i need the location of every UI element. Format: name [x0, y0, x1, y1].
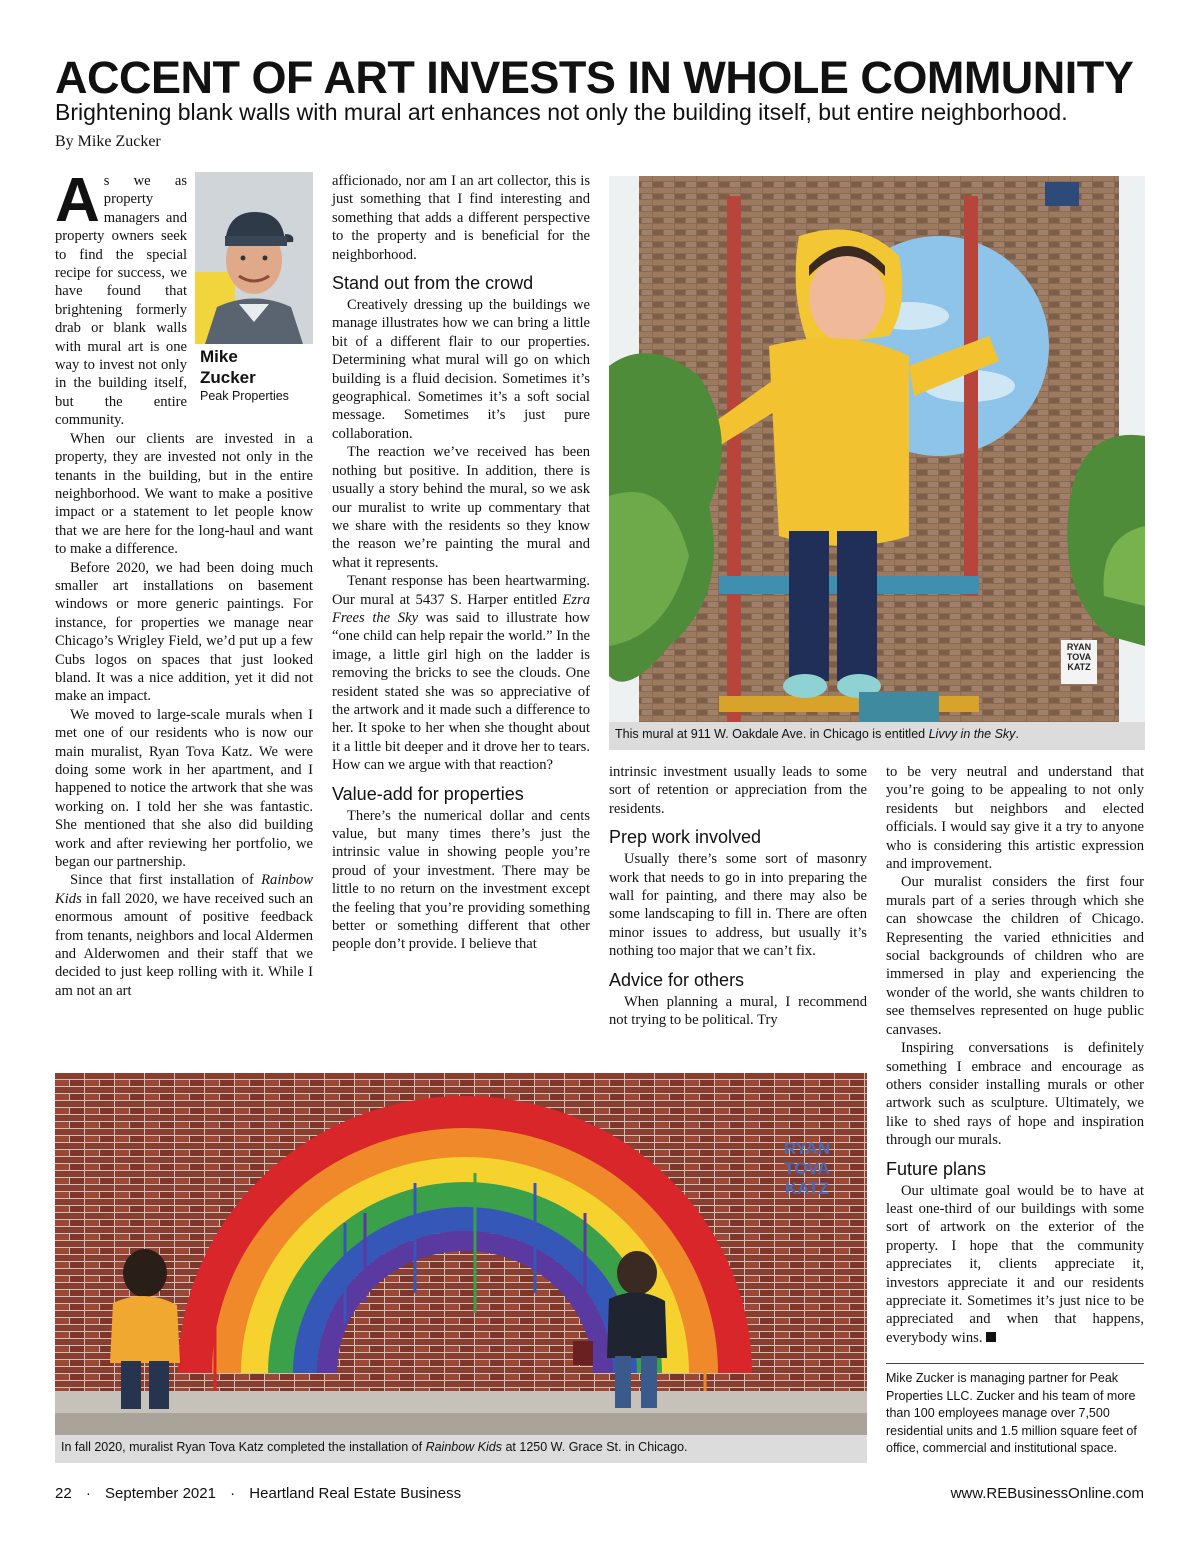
text: in fall 2020, we have received such an enormous amount of positive feedback from tenants, neighbors and local Aldermen and Alderwomen and their staff that we decided to just keep rolling with it. While I am not an art: [55, 890, 313, 999]
footer-separator: ·: [230, 1485, 236, 1502]
caption-text: This mural at 911 W. Oakdale Ave. in Chicago is entitled: [615, 727, 929, 741]
paragraph: Before 2020, we had been doing much smaller art installations on basement windows or more generic paintings. For instance, for properties we manage near Chicago’s Wrigley Field, we’d put up a few Cubs logos on spaces that just looked bland. It was a nice addition, yet it did not make an impact.: [55, 559, 313, 705]
text: was said to illustrate how “one child can help repair the world.” In the image, a little girl high on the ladder is removing the bricks to see the clouds. One resident stated she was so appreciative of the artwork and it made such a difference to her. It spoke to her when she thought about it a little bit deeper and it drove her to tears. How can we argue with that reaction?: [332, 609, 590, 774]
artwork-title: Rainbow Kids: [55, 872, 313, 907]
paragraph: Creatively dressing up the buildings we manage illustrates how we can bring a little bit of a different flair to our properties. Determining what mural will go on which building is a fluid decision. Sometimes it’s geographical. Sometimes it’s a soft social message. Sometimes it’s just pure collaboration.: [332, 297, 590, 442]
signature-line: KATZ: [1067, 662, 1091, 672]
publication-name: Heartland Real Estate Business: [249, 1485, 462, 1502]
artwork-title: Rainbow Kids: [425, 1440, 502, 1454]
mural-photo-rainbow: [55, 1073, 867, 1435]
paragraph: Inspiring conversations is definitely something I embrace and encourage as others consider installing murals or other artwork such as sculpture. Ultimately, we like to shed rays of hope and inspiration through our murals.: [886, 1040, 1144, 1149]
text: Tenant response has been heartwarming. Our mural at 5437 S. Harper entitled: [332, 573, 590, 608]
issue-date: September 2021: [105, 1485, 216, 1502]
author-photo: [195, 172, 313, 344]
author-bio: Mike Zucker is managing partner for Peak Properties LLC. Zucker and his team of more than 100 employees manage over 7,500 residential units and 1.5 million square feet of office, commercial and institutional space.: [886, 1371, 1137, 1456]
author-name: [195, 346, 313, 388]
photo-caption-livvy: [609, 722, 1145, 750]
photo-caption-rainbow: [55, 1435, 867, 1463]
section-heading: Advice for others: [609, 969, 745, 990]
article-title: ACCENT OF ART INVESTS IN WHOLE COMMUNITY: [55, 52, 1134, 103]
artwork-title: Ezra Frees the Sky: [332, 591, 590, 626]
author-last-name: Zucker: [200, 368, 256, 387]
caption-text: .: [1015, 727, 1019, 741]
column-3: [609, 763, 867, 1029]
drop-cap: A: [55, 166, 100, 235]
page-footer-left: [55, 1484, 461, 1504]
mural-signature: [777, 1139, 837, 1199]
paragraph: When planning a mural, I recommend not trying to be political. Try: [609, 993, 867, 1029]
column-4: [886, 763, 1144, 1347]
footer-separator: ·: [85, 1485, 91, 1502]
mural-photo-livvy: [609, 176, 1145, 722]
bio-divider: [886, 1363, 1144, 1364]
text: Since that first installation of: [70, 872, 262, 889]
signature-line: RYAN: [1066, 642, 1092, 652]
caption-text: at 1250 W. Grace St. in Chicago.: [502, 1440, 688, 1454]
section-heading: Stand out from the crowd: [332, 273, 534, 294]
section-heading: Prep work involved: [609, 827, 762, 848]
article-subtitle: Brightening blank walls with mural art enhances not only the building itself, but entire neighborhood.: [55, 99, 1068, 125]
end-mark-icon: [986, 1332, 996, 1342]
paragraph: intrinsic investment usually leads to some sort of retention or appreciation from the residents.: [609, 764, 867, 817]
column-1: [55, 166, 313, 1000]
author-company: Peak Properties: [200, 389, 289, 403]
paragraph: We moved to large-scale murals when I met one of our residents who is now our main muralist, Ryan Tova Katz. We were doing some work in her apartment, and I happened to notice the artwork that she was working on. I told her she was fantastic. She mentioned that she also did building work and after reviewing her portfolio, we began our partnership.: [55, 706, 313, 871]
paragraph: Our muralist considers the first four murals part of a series through which she can showcase the children of Chicago. Representing the varied ethnicities and social backgrounds of children who are immersed in play and experiencing the wonder of the world, she wants children to see themselves represented on huge public canvases.: [886, 874, 1144, 1038]
signature-line: TOVA: [1066, 652, 1092, 662]
signature-line: TOVA: [784, 1159, 830, 1178]
column-2: [332, 172, 590, 954]
signature-line: KATZ: [784, 1179, 830, 1198]
section-heading: Future plans: [886, 1158, 987, 1179]
paragraph: [332, 572, 590, 774]
mural-signature: [1061, 642, 1097, 672]
paragraph: [886, 1182, 1144, 1348]
paragraph: The reaction we’ve received has been nothing but positive. In addition, there is usually a story behind the mural, so we ask our muralist to write up commentary that we share with the residents so they know the reason we’re painting the mural and what it represents.: [332, 444, 590, 571]
website-link[interactable]: www.REBusinessOnline.com: [950, 1485, 1144, 1502]
section-heading: Value-add for properties: [332, 783, 524, 804]
caption-text: In fall 2020, muralist Ryan Tova Katz completed the installation of: [61, 1440, 426, 1454]
paragraph-text: s we as property managers and property owners seek to find the special recipe for success, we have found that brightening formerly drab or blank walls with mural art is one way to invest not only in the building itself, but the entire community.: [55, 173, 187, 429]
paragraph: afficionado, nor am I an art collector, this is just something that I find interesting and something that adds a different perspective to the property and is beneficial for the neighborhood.: [332, 173, 590, 263]
paragraph-text: Our ultimate goal would be to have at least one-third of our buildings with some sort of artwork on the exterior of the property. I hope that the community appreciates it, clients appreciate it, investors appreciate it and our residents appreciate it. Sometimes it’s just nice to be appreciated and when that happens, everybody wins.: [886, 1182, 1144, 1346]
paragraph: to be very neutral and understand that you’re going to be appealing to not only residents but neighbors and elected officials. I would say give it a try to anyone who is considering this artistic expression and improvement.: [886, 764, 1144, 873]
paragraph: [55, 871, 313, 1000]
signature-line: RYAN: [784, 1139, 830, 1158]
byline: By Mike Zucker: [55, 133, 161, 150]
paragraph: There’s the numerical dollar and cents value, but many times there’s just the intrinsic value in showing people you’re proud of your investment. There may be little to no return on the investment except the feeling that you’re providing something better or something different that other people don’t provide. I believe that: [332, 807, 590, 953]
artwork-title: Livvy in the Sky: [928, 727, 1016, 741]
paragraph: When our clients are invested in a property, they are invested not only in the tenants in the building, but in the entire neighborhood. We want to make a positive impact or a statement to let people know that we are here for the long-haul and want to make a difference.: [55, 430, 313, 558]
page-number: 22: [55, 1485, 72, 1502]
paragraph: Usually there’s some sort of masonry work that needs to go in into preparing the wall for painting, and there may also be some landscaping to fill in. There are often minor issues to address, but usually it’s nothing too major that we can’t fix.: [609, 851, 867, 960]
author-first-name: Mike: [200, 347, 238, 366]
author-headshot: [195, 172, 313, 408]
